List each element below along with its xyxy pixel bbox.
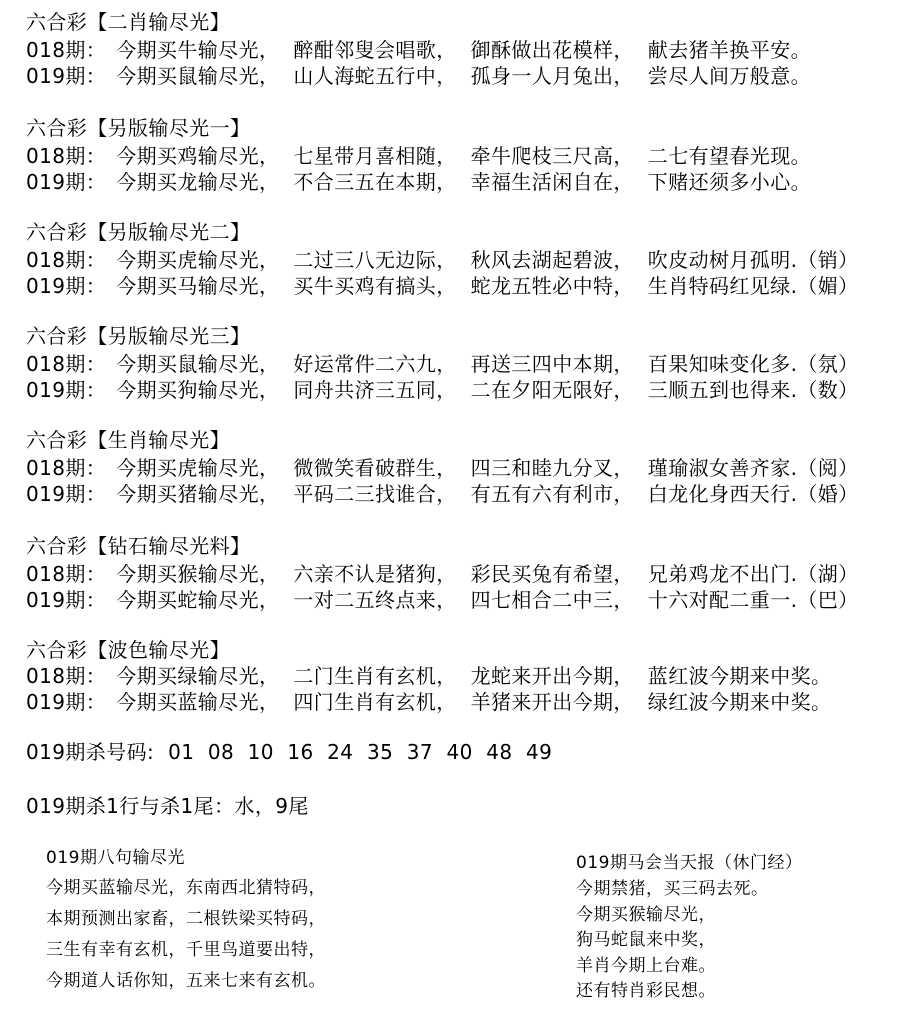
right-poem-line: 今期禁猪，买三码去死。: [576, 879, 769, 899]
verse-d: 三顺五到也得来.（数）: [647, 378, 859, 402]
verse-c: 再送三四中本期，: [470, 352, 634, 376]
verse-d: 献去猪羊换平安。: [647, 38, 811, 62]
period-label: 019期：: [26, 170, 107, 194]
prediction-line: [26, 248, 859, 272]
verse-c: 御酥做出花模样，: [470, 38, 634, 62]
verse-b: 买牛买鸡有搞头，: [293, 274, 457, 298]
verse-d: 蓝红波今期来中奖。: [647, 664, 832, 688]
period-label: 019期：: [26, 588, 107, 612]
verse-a: 今期买猪输尽光，: [116, 482, 280, 506]
prediction-line: [26, 64, 811, 88]
period-label: 019期：: [26, 64, 107, 88]
section-title: 六合彩【波色输尽光】: [26, 638, 230, 662]
verse-a: 今期买牛输尽光，: [116, 38, 280, 62]
prediction-line: [26, 352, 859, 376]
prediction-line: [26, 690, 831, 714]
period-label: 019期：: [26, 274, 107, 298]
verse-c: 羊猪来开出今期，: [470, 690, 634, 714]
verse-b: 醉酣邻叟会唱歌，: [293, 38, 457, 62]
verse-c: 孤身一人月兔出，: [470, 64, 634, 88]
period-label: 018期：: [26, 562, 107, 586]
verse-a: 今期买蓝输尽光，: [116, 690, 280, 714]
prediction-line: [26, 588, 859, 612]
verse-c: 幸福生活闲自在，: [470, 170, 634, 194]
prediction-line: [26, 664, 831, 688]
right-poem-line: 羊肖今期上台难。: [576, 956, 716, 976]
verse-b: 山人海蛇五行中，: [293, 64, 457, 88]
verse-b: 四门生肖有玄机，: [293, 690, 457, 714]
verse-d: 生肖特码红见绿.（媚）: [647, 274, 859, 298]
verse-b: 平码二三找谁合，: [293, 482, 457, 506]
period-label: 019期：: [26, 378, 107, 402]
section-title: 六合彩【钻石输尽光料】: [26, 534, 251, 558]
prediction-line: [26, 482, 859, 506]
verse-d: 吹皮动树月孤明.（销）: [647, 248, 859, 272]
verse-b: 二门生肖有玄机，: [293, 664, 457, 688]
prediction-line: [26, 562, 859, 586]
verse-c: 蛇龙五牲必中特，: [470, 274, 634, 298]
verse-b: 六亲不认是猪狗，: [293, 562, 457, 586]
verse-a: 今期买鼠输尽光，: [116, 352, 280, 376]
verse-b: 不合三五在本期，: [293, 170, 457, 194]
verse-a: 今期买鸡输尽光，: [116, 144, 280, 168]
period-label: 018期：: [26, 144, 107, 168]
verse-b: 同舟共济三五同，: [293, 378, 457, 402]
left-poem-line: 三生有幸有玄机，千里鸟道要出特，: [46, 940, 326, 960]
kill-tail-line: 019期杀1行与杀1尾：水，9尾: [26, 794, 309, 818]
section-title: 六合彩【另版输尽光一】: [26, 116, 251, 140]
period-label: 018期：: [26, 248, 107, 272]
verse-d: 瑾瑜淑女善齐家.（阅）: [647, 456, 859, 480]
section-title: 六合彩【另版输尽光二】: [26, 220, 251, 244]
period-label: 018期：: [26, 664, 107, 688]
right-poem-line: 狗马蛇鼠来中奖，: [576, 930, 716, 950]
prediction-line: [26, 38, 811, 62]
verse-a: 今期买鼠输尽光，: [116, 64, 280, 88]
left-poem-line: 今期买蓝输尽光，东南西北猜特码，: [46, 878, 326, 898]
verse-a: 今期买龙输尽光，: [116, 170, 280, 194]
verse-c: 秋风去湖起碧波，: [470, 248, 634, 272]
right-poem-line: 今期买猴输尽光，: [576, 905, 716, 925]
verse-a: 今期买虎输尽光，: [116, 456, 280, 480]
prediction-line: [26, 456, 859, 480]
verse-d: 百果知味变化多.（氛）: [647, 352, 859, 376]
kill-numbers-values: 01 08 10 16 24 35 37 40 48 49: [168, 740, 553, 764]
verse-d: 二七有望春光现。: [647, 144, 811, 168]
prediction-line: [26, 170, 811, 194]
period-label: 019期：: [26, 482, 107, 506]
section-title: 六合彩【另版输尽光三】: [26, 324, 251, 348]
left-poem-line: 今期道人话你知，五来七来有玄机。: [46, 971, 326, 991]
period-label: 019期：: [26, 690, 107, 714]
verse-b: 二过三八无边际，: [293, 248, 457, 272]
verse-d: 下赌还须多小心。: [647, 170, 811, 194]
verse-c: 四三和睦九分叉，: [470, 456, 634, 480]
verse-a: 今期买猴输尽光，: [116, 562, 280, 586]
verse-b: 微微笑看破群生，: [293, 456, 457, 480]
kill-numbers-label: 019期杀号码:: [26, 740, 155, 764]
verse-a: 今期买绿输尽光，: [116, 664, 280, 688]
verse-c: 彩民买兔有希望，: [470, 562, 634, 586]
prediction-line: [26, 144, 811, 168]
left-poem-line: 本期预测出家畜，二根铁梁买特码，: [46, 909, 326, 929]
right-poem-title: 019期马会当天报（休门经）: [576, 853, 803, 873]
section-title: 六合彩【生肖输尽光】: [26, 428, 230, 452]
verse-d: 兄弟鸡龙不出门.（湖）: [647, 562, 859, 586]
verse-c: 龙蛇来开出今期，: [470, 664, 634, 688]
verse-d: 绿红波今期来中奖。: [647, 690, 832, 714]
right-poem-line: 还有特肖彩民想。: [576, 981, 716, 1001]
verse-b: 七星带月喜相随，: [293, 144, 457, 168]
section-title: 六合彩【二肖输尽光】: [26, 10, 230, 34]
verse-a: 今期买虎输尽光，: [116, 248, 280, 272]
verse-b: 好运常件二六九，: [293, 352, 457, 376]
verse-c: 二在夕阳无限好，: [470, 378, 634, 402]
period-label: 018期：: [26, 38, 107, 62]
verse-c: 牵牛爬枝三尺高，: [470, 144, 634, 168]
prediction-line: [26, 378, 859, 402]
verse-a: 今期买马输尽光，: [116, 274, 280, 298]
period-label: 018期：: [26, 456, 107, 480]
verse-b: 一对二五终点来，: [293, 588, 457, 612]
verse-d: 尝尽人间万般意。: [647, 64, 811, 88]
verse-c: 有五有六有利市，: [470, 482, 634, 506]
verse-a: 今期买狗输尽光，: [116, 378, 280, 402]
kill-numbers-line: [26, 740, 552, 764]
verse-d: 十六对配二重一.（巴）: [647, 588, 859, 612]
verse-c: 四七相合二中三，: [470, 588, 634, 612]
verse-a: 今期买蛇输尽光，: [116, 588, 280, 612]
period-label: 018期：: [26, 352, 107, 376]
verse-d: 白龙化身西天行.（婚）: [647, 482, 859, 506]
left-poem-title: 019期八句输尽光: [46, 848, 185, 868]
prediction-line: [26, 274, 859, 298]
